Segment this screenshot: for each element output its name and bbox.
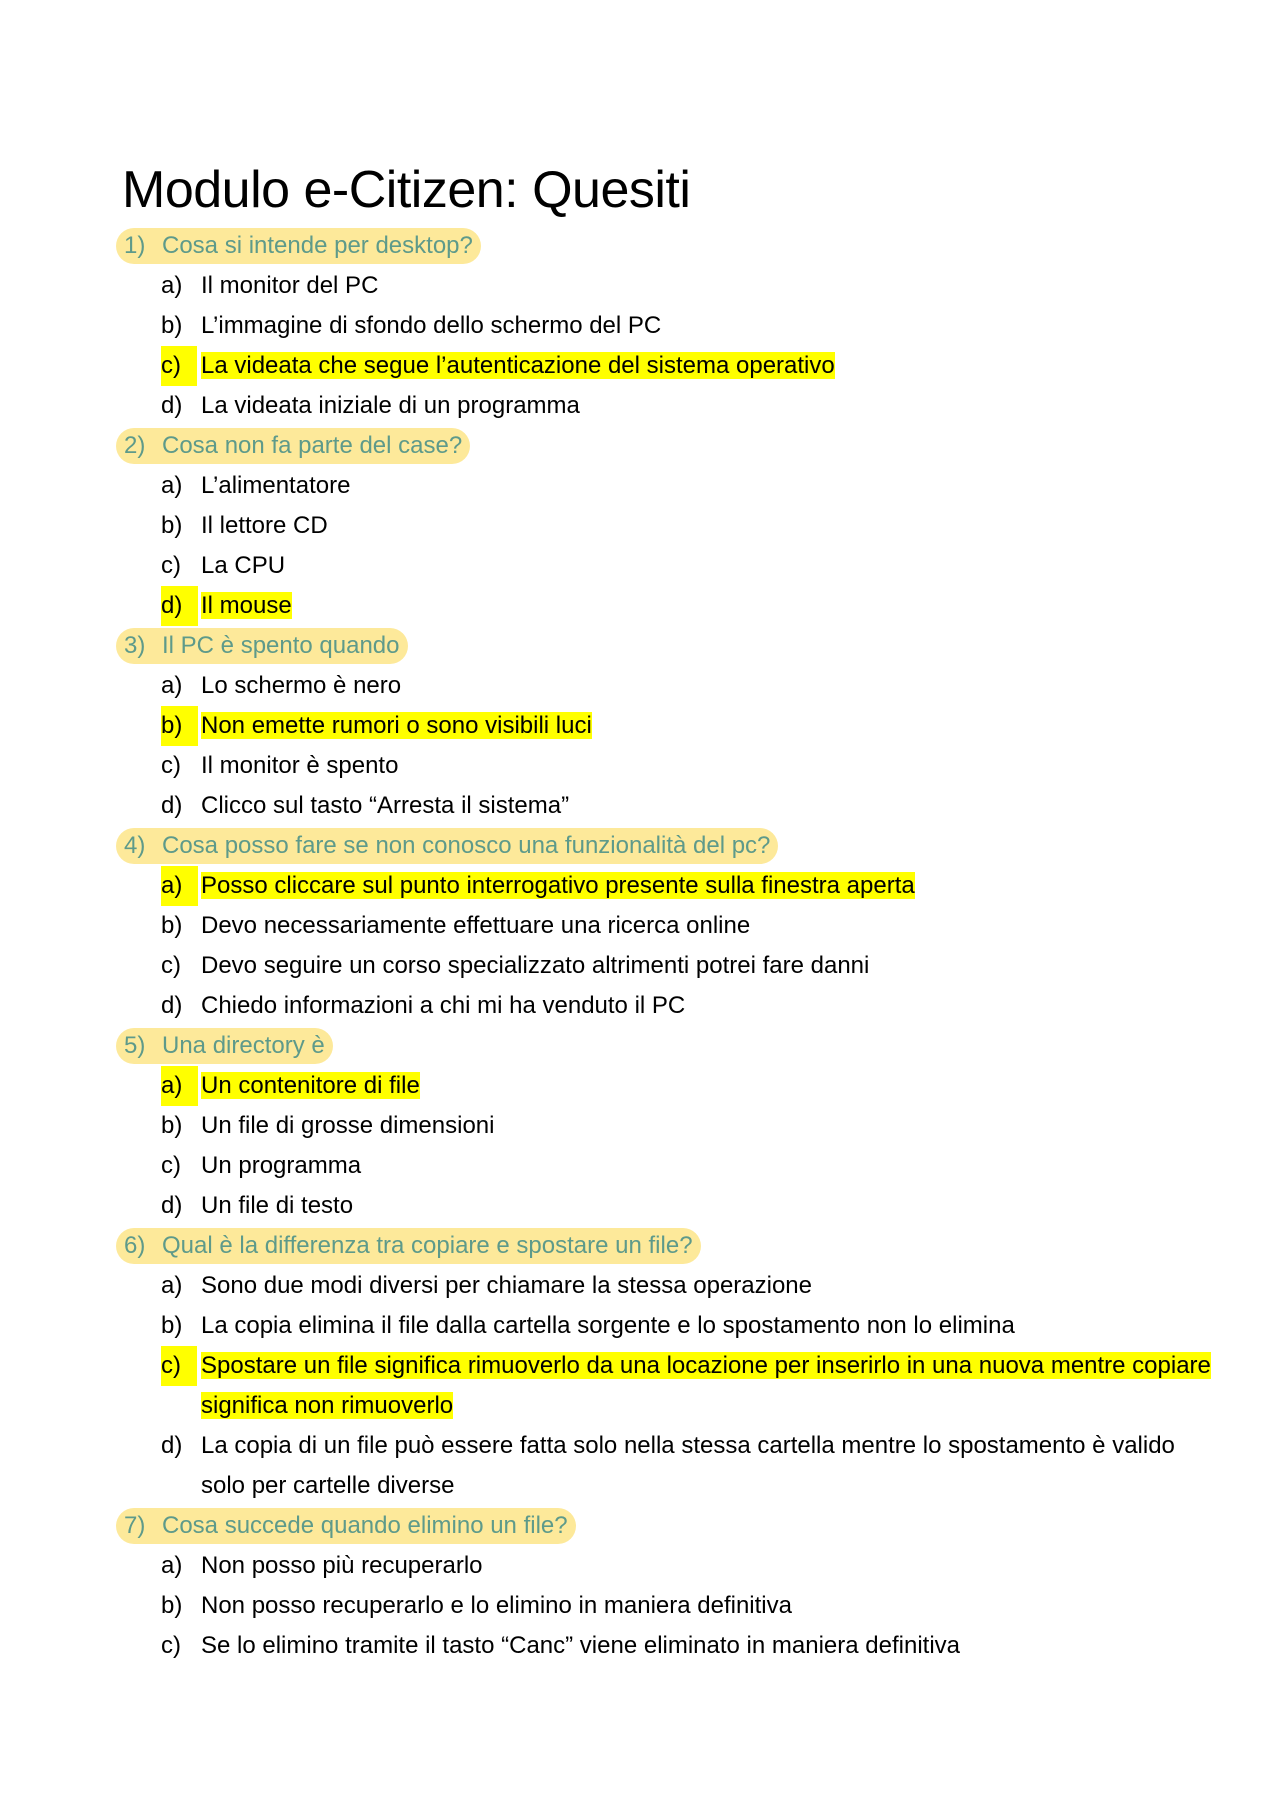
question-number: 4) [124,832,146,859]
option [116,466,1211,506]
option [116,986,1211,1026]
option-letter: b) [161,512,183,539]
option-letter: b) [161,912,183,939]
option-text: Clicco sul tasto “Arresta il sistema” [201,792,570,819]
option-text: Un programma [201,1152,362,1179]
option-text: La videata iniziale di un programma [201,392,580,419]
option-letter: b) [161,706,198,746]
option-letter: a) [161,272,183,299]
option-correct [116,866,1211,906]
question-highlight [116,228,481,264]
option-letter: b) [161,1312,183,1339]
option [116,786,1211,826]
question-highlight [116,1028,333,1064]
option [116,306,1211,346]
question-text: Qual è la differenza tra copiare e spostare un file? [162,1232,693,1259]
question-list [116,226,1211,1666]
question-number: 2) [124,432,146,459]
option-text: Devo seguire un corso specializzato altrimenti potrei fare danni [201,952,870,979]
option [116,906,1211,946]
option-correct [116,346,1211,386]
option [116,266,1211,306]
option-text: La videata che segue l’autenticazione del sistema operativo [201,352,835,379]
question-7 [116,1506,1211,1546]
option-text: Non posso recuperarlo e lo elimino in maniera definitiva [201,1592,792,1619]
option-text: L’immagine di sfondo dello schermo del PC [201,312,662,339]
question-highlight [116,1508,576,1544]
option-text: Se lo elimino tramite il tasto “Canc” viene eliminato in maniera definitiva [201,1632,960,1659]
option-text: Un file di testo [201,1192,354,1219]
option [116,1306,1211,1346]
option-correct [116,706,1211,746]
option-letter: a) [161,866,198,906]
option-letter: b) [161,1592,183,1619]
option-text: La copia di un file può essere fatta solo nella stessa cartella mentre lo spostamento è valido solo per cartelle diverse [201,1432,1175,1499]
option-text: Chiedo informazioni a chi mi ha venduto il PC [201,992,686,1019]
option-letter: c) [161,1632,181,1659]
option-letter: a) [161,1552,183,1579]
question-number: 6) [124,1232,146,1259]
option-text: Il monitor del PC [201,272,379,299]
page-title: Modulo e-Citizen: Quesiti [122,161,691,219]
question-text: Cosa posso fare se non conosco una funzionalità del pc? [162,832,771,859]
option-text: Il lettore CD [201,512,328,539]
option-text: Spostare un file significa rimuoverlo da una locazione per inserirlo in una nuova mentre copiare significa non rimuoverlo [201,1352,1211,1419]
option [116,1626,1211,1666]
question-number: 3) [124,632,146,659]
option [116,1586,1211,1626]
question-highlight [116,428,470,464]
question-highlight [116,1228,701,1264]
option [116,1426,1211,1506]
option-text: Devo necessariamente effettuare una ricerca online [201,912,751,939]
option [116,1186,1211,1226]
option-letter: b) [161,312,183,339]
option-letter: a) [161,1272,183,1299]
question-2 [116,426,1211,466]
option [116,1546,1211,1586]
option-letter: c) [161,1152,181,1179]
option-letter: d) [161,586,198,626]
option [116,1266,1211,1306]
question-highlight [116,828,778,864]
option-text: Non emette rumori o sono visibili luci [201,712,592,739]
option-letter: d) [161,992,183,1019]
option [116,386,1211,426]
option-letter: c) [161,752,181,779]
option [116,946,1211,986]
option-letter: a) [161,672,183,699]
question-number: 1) [124,232,146,259]
option [116,506,1211,546]
option-correct [116,586,1211,626]
question-5 [116,1026,1211,1066]
option-correct [116,1346,1211,1426]
option-text: Il mouse [201,592,292,619]
question-number: 7) [124,1512,146,1539]
question-text: Cosa succede quando elimino un file? [162,1512,568,1539]
question-number: 5) [124,1032,146,1059]
question-text: Cosa non fa parte del case? [162,432,463,459]
question-6 [116,1226,1211,1266]
question-1 [116,226,1211,266]
option-text: Posso cliccare sul punto interrogativo presente sulla finestra aperta [201,872,915,899]
question-text: Una directory è [162,1032,325,1059]
option [116,1106,1211,1146]
option-text: Un file di grosse dimensioni [201,1112,495,1139]
option-text: L’alimentatore [201,472,351,499]
option-text: Non posso più recuperarlo [201,1552,483,1579]
option [116,666,1211,706]
question-4 [116,826,1211,866]
option-letter: c) [161,346,197,386]
option-text: La copia elimina il file dalla cartella sorgente e lo spostamento non lo elimina [201,1312,1015,1339]
option [116,546,1211,586]
option-correct [116,1066,1211,1106]
option-letter: d) [161,1192,183,1219]
option-letter: d) [161,1432,183,1459]
option [116,746,1211,786]
question-text: Cosa si intende per desktop? [162,232,473,259]
option-text: Il monitor è spento [201,752,399,779]
option-letter: b) [161,1112,183,1139]
question-text: Il PC è spento quando [162,632,400,659]
option-text: Lo schermo è nero [201,672,402,699]
option-letter: c) [161,952,181,979]
option-text: Un contenitore di file [201,1072,420,1099]
option-letter: a) [161,472,183,499]
option-letter: d) [161,392,183,419]
option-letter: c) [161,1346,197,1386]
question-highlight [116,628,408,664]
option-text: Sono due modi diversi per chiamare la stessa operazione [201,1272,813,1299]
option-letter: c) [161,552,181,579]
option [116,1146,1211,1186]
option-text: La CPU [201,552,286,579]
option-letter: d) [161,792,183,819]
question-3 [116,626,1211,666]
option-letter: a) [161,1066,198,1106]
